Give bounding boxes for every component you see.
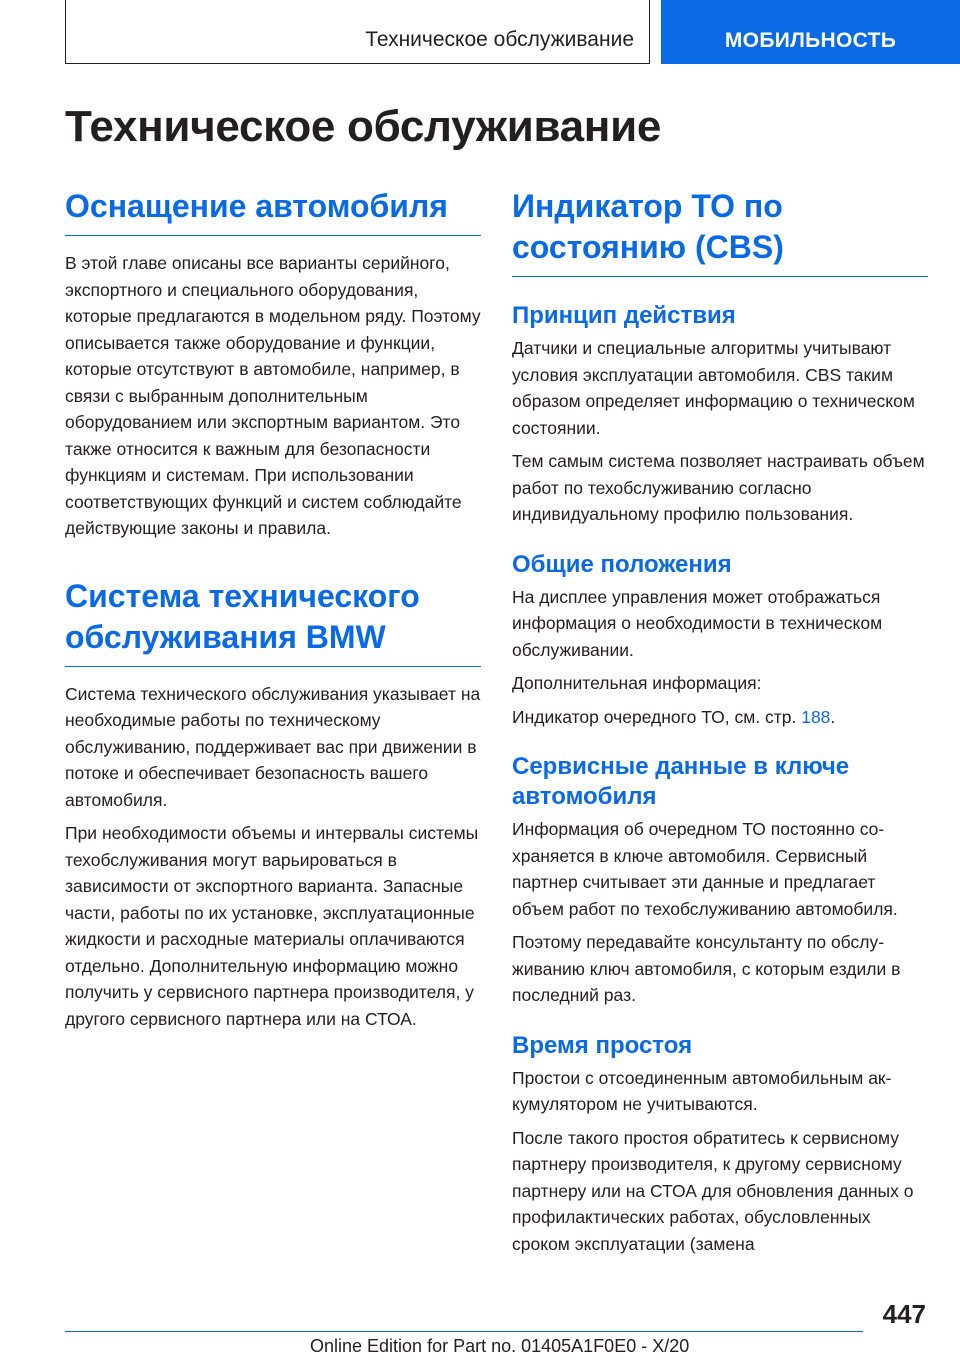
paragraph-service-system-1: Система технического обслуживания указывает на необходимые работы по техническому обслуживанию, поддерживает вас при движении в потоке и обеспечивает безопасность вашего автомобиля. (65, 683, 481, 810)
subsection-title-principle: Принцип действия (512, 302, 736, 329)
right-column (512, 186, 928, 1264)
running-header-chapter-tab (661, 0, 960, 64)
paragraph-downtime-2: После такого простоя обратитесь к сервисному партнеру производителя, к другому сервисному партнеру или на СТОА для обновления данных о профилактических работах, обусловленных сроком эксплуатации (замена (512, 1127, 914, 1254)
paragraph-equipment: В этой главе описаны все варианты серийного, экспортного и специального оборудования, которые предлагаются в модельном ряду. Поэтому описывается также оборудование и функции, которые отсутствуют в автомобиле, например, в связи с выбранным дополнительным оборудованием или экспортным вариантом. Это также относится к важным для безопасности функциям и системам. При использовании соответствующих функций и систем соблюдайте действующие законы и правила. (65, 253, 481, 538)
section-title-bmw-service-system: Система технического обслуживания BMW (65, 576, 481, 667)
cross-reference-text: Индикатор очередного ТО, см. стр. (512, 706, 802, 727)
subsection-title-downtime: Время простоя (512, 1031, 693, 1059)
running-header-chapter-label: МОБИЛЬНОСТЬ (724, 29, 897, 52)
page-number: 447 (882, 1299, 926, 1329)
paragraph-service-system-2: При необходимости объемы и интервалы системы техобслуживания могут варьироваться в зависимости от экспортного варианта. Запасные части, работы по их установке, эксплуатационные жидкости и расходные материалы оплачиваются отдельно. Дополнительную информацию можно получить у сервисного партнера производителя, у другого сервисного партнера или на СТОА. (65, 823, 479, 1029)
paragraph-general-2: Дополнительная информация: (512, 673, 762, 693)
paragraph-general-1: На дисплее управления может отображаться информация о необходимости в техническом обслуживании. (512, 586, 883, 660)
paragraph-principle-1: Датчики и специальные алгоритмы учитывают условия эксплуатации автомобиля. CBS таким образом определяет информацию о техническом состоянии. (512, 338, 915, 438)
subsection-title-service-data-key: Сервисные данные в ключе автомобиля (512, 753, 850, 810)
paragraph-service-data-2: Поэтому передавайте консультанту по обслуживанию ключ автомобиля, с которым ездили в последний раз. (512, 932, 901, 1005)
footer-divider (65, 1331, 863, 1332)
paragraph-principle-2: Тем самым система позволяет настраивать объем работ по техобслуживанию согласно индивидуальному профилю пользования. (512, 451, 925, 524)
left-column (65, 186, 481, 1039)
edition-footer: Online Edition for Part no. 01405A1F0E0 - X/20 (310, 1336, 690, 1356)
section-title-equipment: Оснащение автомобиля (65, 186, 481, 236)
paragraph-general-3 (512, 704, 928, 731)
cross-reference-end: . (830, 706, 836, 727)
paragraph-downtime-1: Простои с отсоединенным автомобильным аккумулятором не учитываются. (512, 1067, 892, 1114)
subsection-title-general: Общие положения (512, 550, 732, 578)
running-header-section-label: Техническое обслуживание (365, 28, 634, 51)
section-title-cbs: Индикатор ТО по состоянию (CBS) (512, 186, 928, 277)
page-reference-link[interactable]: 188 (801, 706, 831, 727)
paragraph-service-data-1: Информация об очередном ТО постоянно сохраняется в ключе автомобиля. Сервисный партнер считывает эти данные и предлагает объем работ по техобслуживанию автомобиля. (512, 819, 898, 919)
running-header-section (65, 0, 650, 64)
page-title: Техническое обслуживание (65, 102, 661, 151)
